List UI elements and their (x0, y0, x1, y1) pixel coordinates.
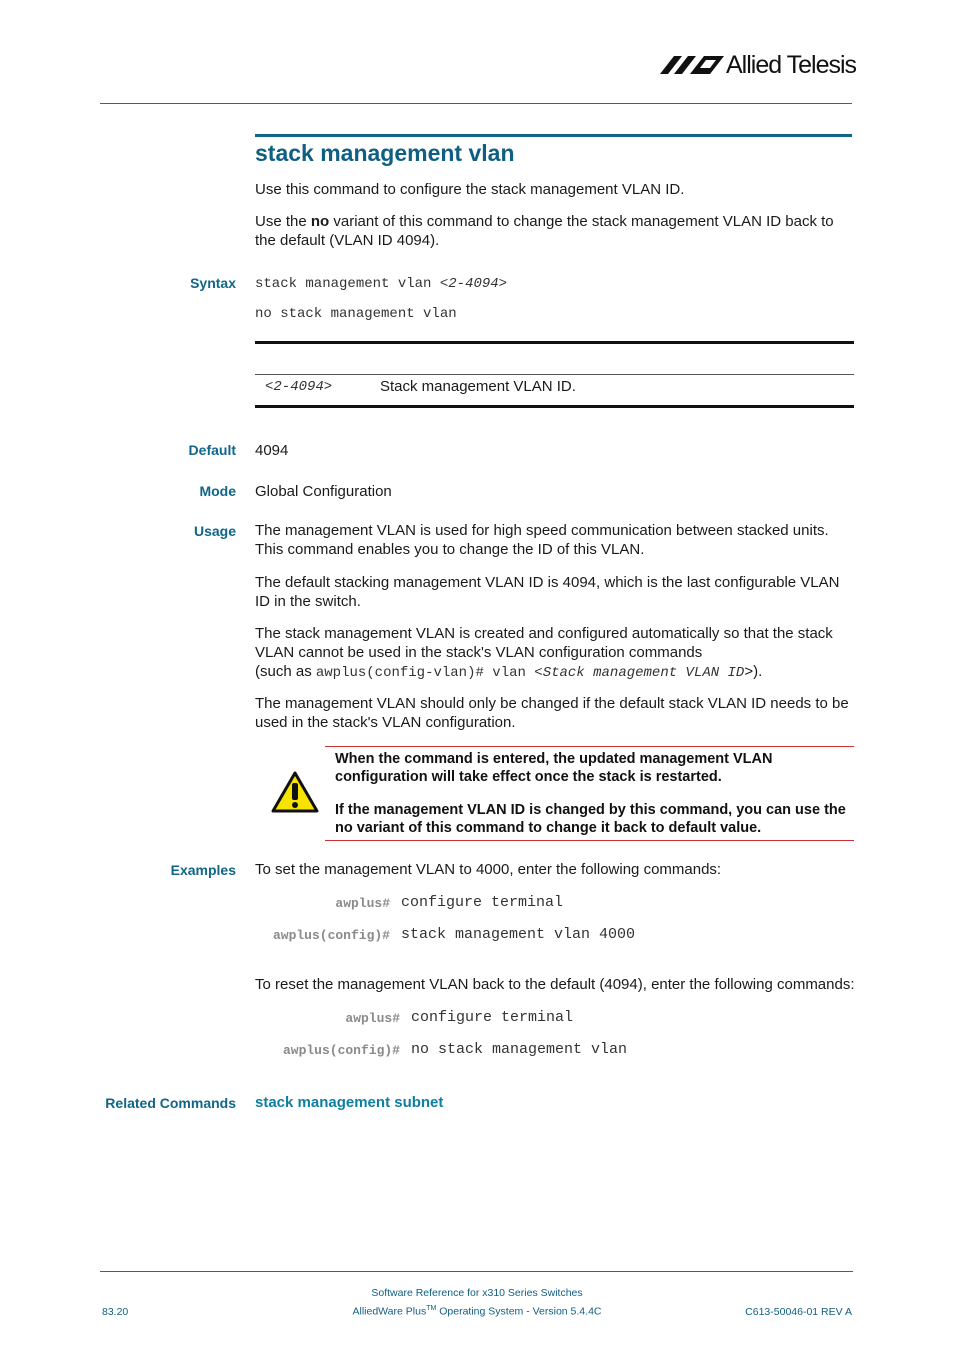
example-1-prompt-1: awplus# (335, 896, 390, 911)
mode-value: Global Configuration (255, 483, 392, 500)
related-commands-label: Related Commands (105, 1095, 236, 1111)
example-2-prompt-2: awplus(config)# (282, 1043, 400, 1058)
warning-top-rule (325, 746, 854, 747)
usage-paragraph-3: The stack management VLAN is created and configured automatically so that the stack VLAN cannot be used in the stack's VLAN configuration commands (255, 625, 833, 661)
mode-label: Mode (199, 483, 236, 499)
warning-bottom-rule (325, 840, 854, 841)
table-top-rule (255, 341, 854, 344)
example-1-command-1: configure terminal (401, 894, 564, 911)
syntax-line-1: stack management vlan <2-4094> (255, 276, 508, 292)
intro-paragraph-1: Use this command to configure the stack management VLAN ID. (255, 181, 685, 198)
example-2-command-2: no stack management vlan (411, 1041, 628, 1058)
footer-title: Software Reference for x310 Series Switches (371, 1287, 583, 1299)
page-number: 83.20 (102, 1306, 129, 1318)
example-2-command-1: configure terminal (411, 1009, 574, 1026)
examples-intro-1: To set the management VLAN to 4000, enter the following commands: (255, 861, 722, 878)
footer-divider (100, 1271, 853, 1272)
usage-paragraph-2: The default stacking management VLAN ID is 4094, which is the last configurable VLAN ID in the switch. (255, 574, 840, 610)
default-value: 4094 (255, 442, 289, 459)
example-1-prompt-2: awplus(config)# (272, 928, 390, 943)
usage-paragraph-1: The management VLAN is used for high speed communication between stacked units. This command enables you to change the ID of this VLAN. (255, 522, 829, 558)
default-label: Default (188, 442, 236, 458)
syntax-line-2: no stack management vlan (255, 306, 457, 322)
related-command-link[interactable]: stack management subnet (255, 1094, 444, 1111)
company-logo (660, 50, 857, 80)
intro-paragraph-2: Use the no variant of this command to change the stack management VLAN ID back to the default (VLAN ID 4094). (255, 213, 834, 249)
syntax-label: Syntax (190, 275, 236, 291)
usage-label: Usage (193, 523, 236, 539)
example-2-prompt-1: awplus# (345, 1011, 400, 1026)
warning-icon (270, 770, 320, 814)
usage-paragraph-3-example: (such as awplus(config-vlan)# vlan <Stack management VLAN ID>). (255, 663, 763, 681)
table-header-rule (255, 374, 854, 375)
table-bottom-rule (255, 405, 854, 408)
logo-mark-icon (660, 50, 724, 80)
footer-version: AlliedWare Plus™ Operating System - Version 5.4.4C (352, 1305, 602, 1318)
param-description: Stack management VLAN ID. (380, 378, 576, 395)
header-divider (100, 103, 852, 104)
title-rule (255, 134, 852, 137)
logo-text: Allied Telesis (726, 51, 857, 79)
examples-intro-2: To reset the management VLAN back to the default (4094), enter the following commands: (255, 976, 855, 993)
page-title: stack management vlan (255, 140, 515, 166)
warning-paragraph-1: When the command is entered, the updated management VLAN configuration will take effect once the stack is restarted. (335, 751, 773, 785)
usage-paragraph-4: The management VLAN should only be changed if the default stack VLAN ID needs to be used in the stack's VLAN configuration. (255, 695, 849, 731)
document-id: C613-50046-01 REV A (745, 1306, 852, 1318)
warning-paragraph-2: If the management VLAN ID is changed by this command, you can use the no variant of this command to change it back to default value. (335, 802, 846, 836)
example-1-command-2: stack management vlan 4000 (401, 926, 636, 943)
examples-label: Examples (170, 862, 236, 878)
param-name: <2-4094> (265, 379, 333, 395)
